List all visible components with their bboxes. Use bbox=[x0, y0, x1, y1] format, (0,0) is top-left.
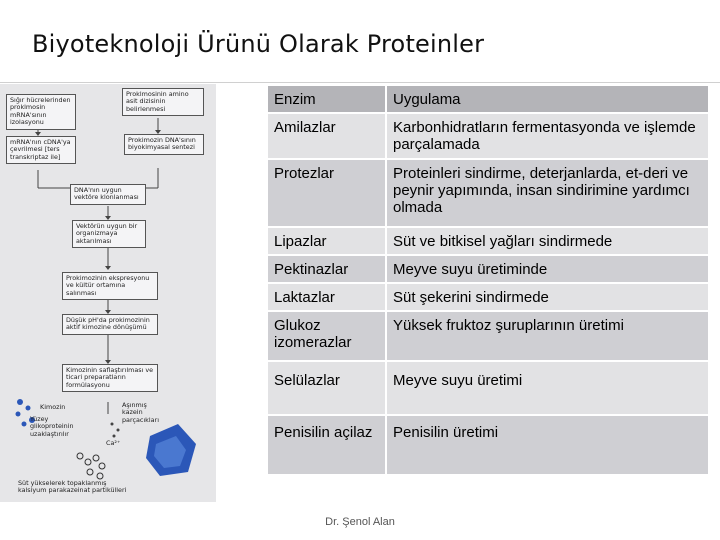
enzyme-cell: Protezlar bbox=[268, 159, 386, 227]
surface-glycoprotein-label: Yüzey glikoproteinin uzaklaştırılır bbox=[30, 415, 74, 438]
calcium-paracaseinate-label: Süt yükselerek topaklanmış kalsiyum parakazeinat partikülleri bbox=[18, 479, 127, 495]
diagram-box-4: Prokimozin DNA'sının biyokimyasal sentezi bbox=[124, 134, 204, 155]
enzyme-application-table bbox=[268, 86, 708, 476]
table-row bbox=[268, 361, 708, 415]
table-row bbox=[268, 159, 708, 227]
application-cell: Karbonhidratların fermentasyonda ve işlemde parçalamada bbox=[386, 113, 708, 159]
diagram-box-9: Kimozinin saflaştırılması ve ticari preparatların formülasyonu bbox=[62, 364, 158, 392]
table-row bbox=[268, 113, 708, 159]
enzyme-cell: Lipazlar bbox=[268, 227, 386, 255]
enzyme-cell: Amilazlar bbox=[268, 113, 386, 159]
table-row bbox=[268, 255, 708, 283]
slide-footer-author: Dr. Şenol Alan bbox=[325, 516, 395, 528]
title-divider bbox=[0, 82, 720, 83]
table-row bbox=[268, 311, 708, 361]
application-cell: Proteinleri sindirme, deterjanlarda, et-deri ve peynir yapımında, insan sindirimine yardımcı olmada bbox=[386, 159, 708, 227]
table-row bbox=[268, 415, 708, 475]
diagram-box-8: Düşük pH'da prokimozinin aktif kimozine dönüşümü bbox=[62, 314, 158, 335]
diagram-box-6: Vektörün uygun bir organizmaya aktarılması bbox=[72, 220, 146, 248]
protein-production-flow-diagram bbox=[0, 84, 216, 502]
application-cell: Yüksek fruktoz şuruplarının üretimi bbox=[386, 311, 708, 361]
enzyme-cell: Selülazlar bbox=[268, 361, 386, 415]
application-cell: Meyve suyu üretiminde bbox=[386, 255, 708, 283]
enzyme-cell: Laktazlar bbox=[268, 283, 386, 311]
header-application: Uygulama bbox=[386, 86, 708, 113]
application-cell: Süt ve bitkisel yağları sindirmede bbox=[386, 227, 708, 255]
application-cell: Meyve suyu üretimi bbox=[386, 361, 708, 415]
kimozin-label: Kimozin bbox=[40, 403, 66, 411]
slide-title: Biyoteknoloji Ürünü Olarak Proteinler bbox=[32, 30, 485, 58]
calcium-label: Ca²⁺ bbox=[106, 439, 121, 447]
enzyme-cell: Penisilin açilaz bbox=[268, 415, 386, 475]
diagram-box-7: Prokimozinin ekspresyonu ve kültür ortamına salınması bbox=[62, 272, 158, 300]
table-header-row bbox=[268, 86, 708, 113]
diagram-box-3: mRNA'nın cDNA'ya çevrilmesi [ters transkriptaz ile] bbox=[6, 136, 76, 164]
application-cell: Penisilin üretimi bbox=[386, 415, 708, 475]
table-row bbox=[268, 283, 708, 311]
diagram-box-5: DNA'nın uygun vektöre klonlanması bbox=[70, 184, 146, 205]
application-cell: Süt şekerini sindirmede bbox=[386, 283, 708, 311]
table-row bbox=[268, 227, 708, 255]
enzyme-cell: Pektinazlar bbox=[268, 255, 386, 283]
particle-chain-icon bbox=[77, 453, 105, 479]
diagram-box-1: Sığır hücrelerinden proklmosin mRNA'sının izolasyonu bbox=[6, 94, 76, 130]
worn-casein-label: Aşınmış kazein parçacıkları bbox=[122, 401, 159, 424]
casein-micelle-icon bbox=[146, 424, 196, 476]
header-enzyme: Enzim bbox=[268, 86, 386, 113]
diagram-box-2: Proklmosinin amino asit dizisinin belirlenmesi bbox=[122, 88, 204, 116]
enzyme-cell: Glukoz izomerazlar bbox=[268, 311, 386, 361]
